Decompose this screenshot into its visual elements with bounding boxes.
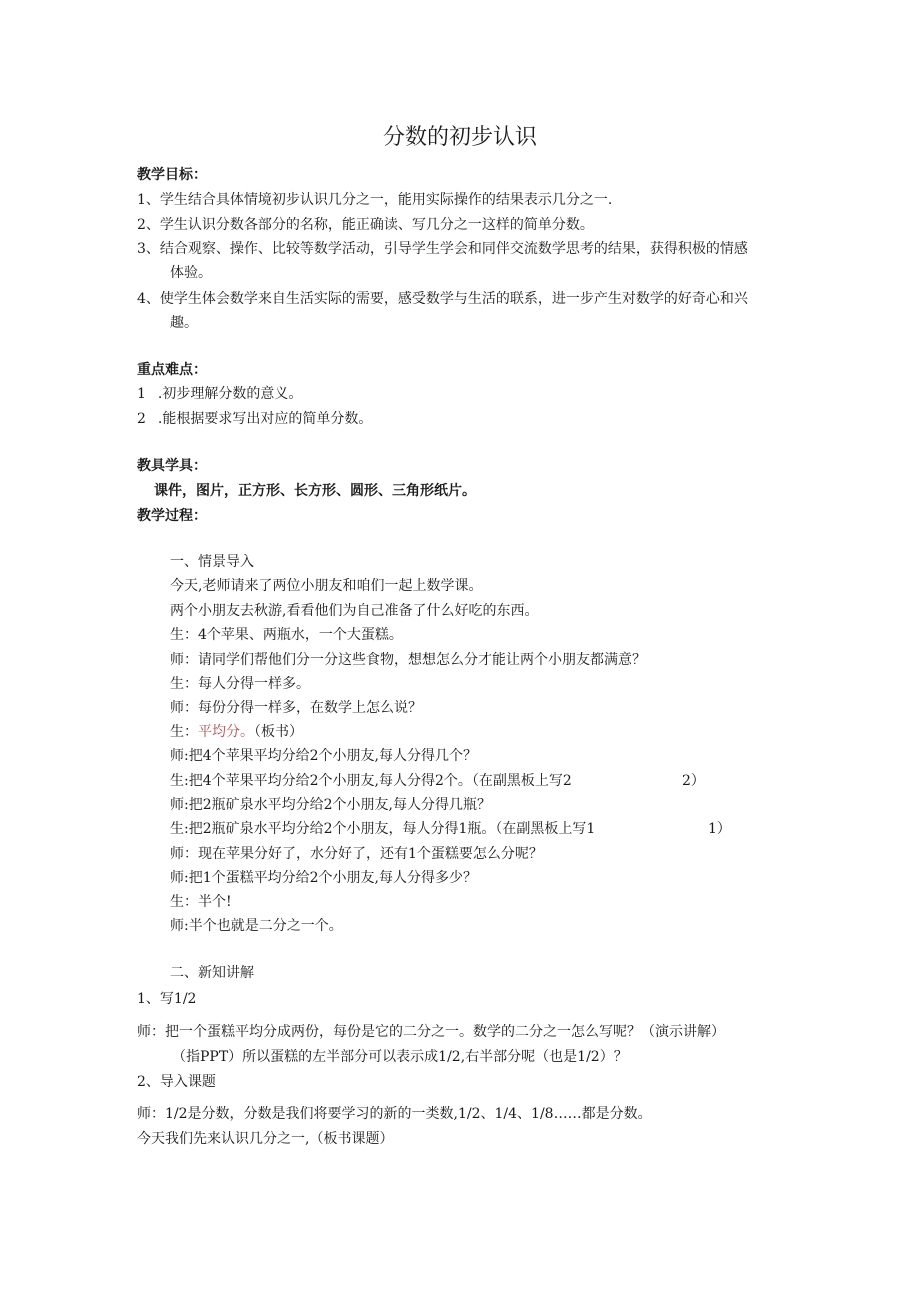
fraction-tail: 1） xyxy=(708,821,731,837)
subsection-heading: 2、导入课题 xyxy=(137,1074,216,1090)
goals-heading: 教学目标： xyxy=(137,167,207,183)
fraction-tail: 2） xyxy=(682,773,705,789)
highlight-text: 平均分。 xyxy=(198,724,254,740)
goal-item xyxy=(137,191,612,209)
process-heading: 教学过程： xyxy=(137,508,207,524)
dialogue-line xyxy=(170,820,595,838)
speaker-prefix: 生： xyxy=(170,724,198,740)
dialogue-line: 师：请同学们帮他们分一分这些食物，想想怎么分才能让两个小朋友都满意？ xyxy=(170,652,646,668)
dialogue-line: 师:把4个苹果平均分给2个小朋友,每人分得几个？ xyxy=(170,748,477,764)
goal-text: 学生认识分数各部分的名称，能正确读、写几分之一这样的简单分数。 xyxy=(159,217,594,233)
keypoints-heading: 重点难点： xyxy=(137,362,207,378)
goal-text: 使学生体会数学来自生活实际的需要，感受数学与生活的联系，进一步产生对数学的好奇心和兴 xyxy=(159,291,748,307)
dialogue-line: 生：4个苹果、两瓶水，一个大蛋糕。 xyxy=(170,627,403,643)
goal-item xyxy=(137,216,594,234)
board-note: （板书） xyxy=(254,724,303,740)
dialogue-line: 两个小朋友去秋游,看看他们为自己准备了什么好吃的东西。 xyxy=(170,603,539,619)
goal-text-continued: 趣。 xyxy=(170,315,198,331)
goal-number: 3、 xyxy=(137,241,160,257)
keypoint-number: 2 xyxy=(137,411,146,427)
dialogue-line: 生：半个! xyxy=(170,894,232,910)
dialogue-line: 师:把2瓶矿泉水平均分给2个小朋友,每人分得几瓶？ xyxy=(170,797,491,813)
paragraph: 今天我们先来认识几分之一,（板书课题） xyxy=(137,1131,394,1147)
dialogue-line: 师：每份分得一样多，在数学上怎么说？ xyxy=(170,700,422,716)
dialogue-text: 生:把4个苹果平均分给2个小朋友,每人分得2个。（在副黑板上写2 xyxy=(170,773,572,789)
dialogue-line: 生：每人分得一样多。 xyxy=(170,676,310,692)
keypoint-item xyxy=(137,410,372,428)
tools-text: 课件，图片，正方形、长方形、圆形、三角形纸片。 xyxy=(154,483,476,499)
paragraph-continued: （指PPT）所以蛋糕的左半部分可以表示成1/2,右半部分呢（也是1/2）？ xyxy=(172,1049,628,1065)
keypoint-item xyxy=(137,385,302,403)
dialogue-line xyxy=(170,772,572,790)
goal-text-continued: 体验。 xyxy=(170,265,212,281)
dialogue-line: 师:半个也就是二分之一个。 xyxy=(170,918,343,934)
keypoint-text: .初步理解分数的意义。 xyxy=(157,386,303,402)
goal-text: 结合观察、操作、比较等数学活动，引导学生学会和同伴交流数学思考的结果，获得积极的情感 xyxy=(159,241,748,257)
subsection-heading: 1、写1/2 xyxy=(137,991,197,1007)
paragraph: 师：把一个蛋糕平均分成两份，每份是它的二分之一。数学的二分之一怎么写呢？（演示讲解） xyxy=(137,1024,725,1040)
goal-number: 4、 xyxy=(137,291,160,307)
goal-text: 学生结合具体情境初步认识几分之一，能用实际操作的结果表示几分之一. xyxy=(159,192,613,208)
goal-number: 2、 xyxy=(137,217,160,233)
goal-item xyxy=(137,290,748,308)
dialogue-line: 师:把1个蛋糕平均分给2个小朋友,每人分得多少？ xyxy=(170,870,477,886)
goal-item xyxy=(137,240,748,258)
section2-heading: 二、新知讲解 xyxy=(170,965,254,981)
tools-heading: 教具学具： xyxy=(137,458,207,474)
goal-number: 1、 xyxy=(137,192,160,208)
dialogue-text: 生:把2瓶矿泉水平均分给2个小朋友，每人分得1瓶。（在副黑板上写1 xyxy=(170,821,596,837)
paragraph: 师：1/2是分数，分数是我们将要学习的新的一类数,1/2、1/4、1/8……都是分数。 xyxy=(137,1106,652,1122)
dialogue-line xyxy=(170,723,303,741)
keypoint-number: 1 xyxy=(137,386,146,402)
dialogue-line: 今天,老师请来了两位小朋友和咱们一起上数学课。 xyxy=(170,578,483,594)
section1-heading: 一、情景导入 xyxy=(170,554,254,570)
dialogue-line: 师：现在苹果分好了，水分好了，还有1个蛋糕要怎么分呢？ xyxy=(170,846,543,862)
keypoint-text: .能根据要求写出对应的简单分数。 xyxy=(157,411,373,427)
page-title: 分数的初步认识 xyxy=(382,125,537,150)
